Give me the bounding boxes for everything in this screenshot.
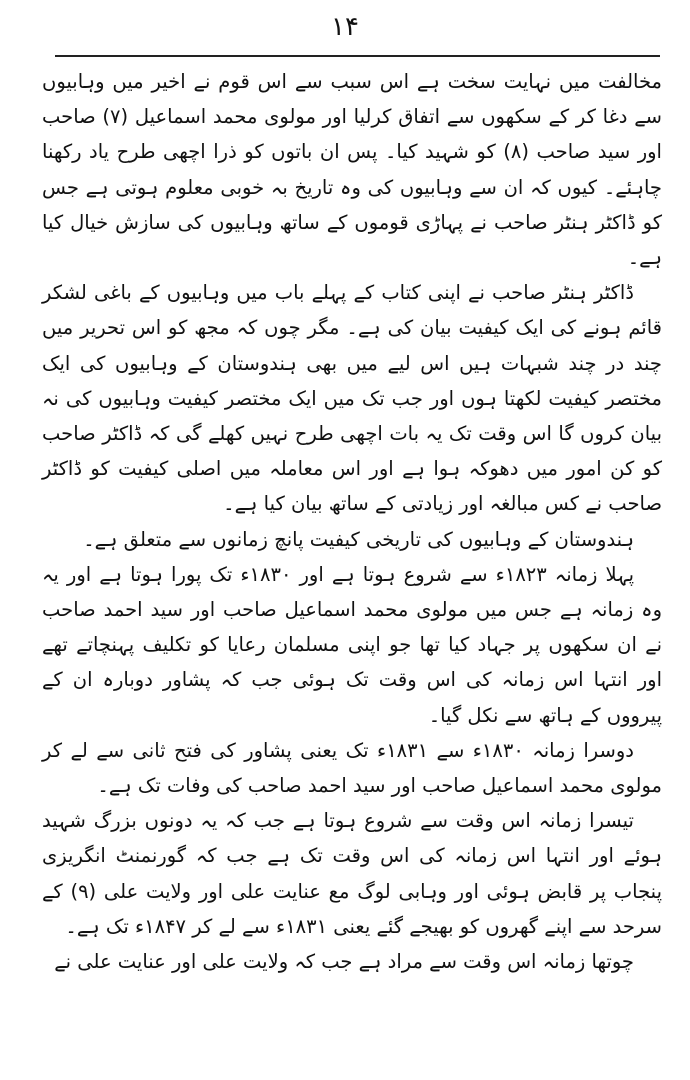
page-number: ۱۴ [331,12,359,42]
paragraph: ڈاکٹر ہنٹر صاحب نے اپنی کتاب کے پہلے باب میں وہابیوں کے باغی لشکر قائم ہونے کی ایک کیفیت بیان کی ہے۔ مگر چوں کہ مجھ کو اس تحریر میں چند در چند شبہات ہیں اس لیے میں بھی ہندوستان کے وہابیوں کی ایک مختصر کیفیت لکھتا ہوں اور جب تک میں ایک مختصر کیفیت وہابیوں کی نہ بیان کروں گا اس وقت تک یہ بات اچھی طرح نہیں کھلے گی کہ ڈاکٹر صاحب کو کن امور میں دھوکہ ہوا ہے اور اس معاملہ میں اصلی کیفیت کو ڈاکٹر صاحب نے کس مبالغہ اور زیادتی کے ساتھ بیان کیا ہے۔ [42,281,662,516]
paragraph: تیسرا زمانہ اس وقت سے شروع ہوتا ہے جب کہ یہ دونوں بزرگ شہید ہوئے اور انتہا اس زمانہ کی اس وقت تک ہے جب کہ گورنمنٹ انگریزی پنجاب پر قابض ہوئی اور وہابی لوگ مع عنایت علی اور ولایت علی (۹) کے سرحد سے اپنے گھروں کو بھیجے گئے یعنی ۱۸۳۱ء سے لے کر ۱۸۴۷ء تک ہے۔ [42,809,662,938]
body-text [42,64,662,979]
paragraph: مخالفت میں نہایت سخت ہے اس سبب سے اس قوم نے اخیر میں وہابیوں سے دغا کر کے سکھوں سے اتفاق کرلیا اور مولوی محمد اسماعیل (۷) صاحب اور سید صاحب (۸) کو شہید کیا۔ پس ان باتوں کو ذرا اچھی طرح یاد رکھنا چاہئے۔ کیوں کہ ان سے وہابیوں کی وہ تاریخ بہ خوبی معلوم ہوتی ہے جس کو ڈاکٹر ہنٹر صاحب نے پہاڑی قوموں کے ساتھ وہابیوں کی سازش خیال کیا ہے۔ [42,70,662,270]
header-rule [55,55,660,57]
paragraph: پہلا زمانہ ۱۸۲۳ء سے شروع ہوتا ہے اور ۱۸۳۰ء تک پورا ہوتا ہے اور یہ وہ زمانہ ہے جس میں مولوی محمد اسماعیل صاحب اور سید احمد صاحب نے ان سکھوں پر جہاد کیا تھا جو اپنی مسلمان رعایا کو تکلیف پہنچاتے تھے اور انتہا اس زمانہ کی اس وقت تک ہوئی جب کہ پشاور دوبارہ ان کے پیرووں کے ہاتھ سے نکل گیا۔ [42,562,662,727]
paragraph: دوسرا زمانہ ۱۸۳۰ء سے ۱۸۳۱ء تک یعنی پشاور کی فتح ثانی سے لے کر مولوی محمد اسماعیل صاحب اور سید احمد صاحب کی وفات تک ہے۔ [42,738,662,798]
paragraph: ہندوستان کے وہابیوں کی تاریخی کیفیت پانچ زمانوں سے متعلق ہے۔ [83,527,634,551]
paragraph: چوتھا زمانہ اس وقت سے مراد ہے جب کہ ولایت علی اور عنایت علی نے [54,950,634,974]
